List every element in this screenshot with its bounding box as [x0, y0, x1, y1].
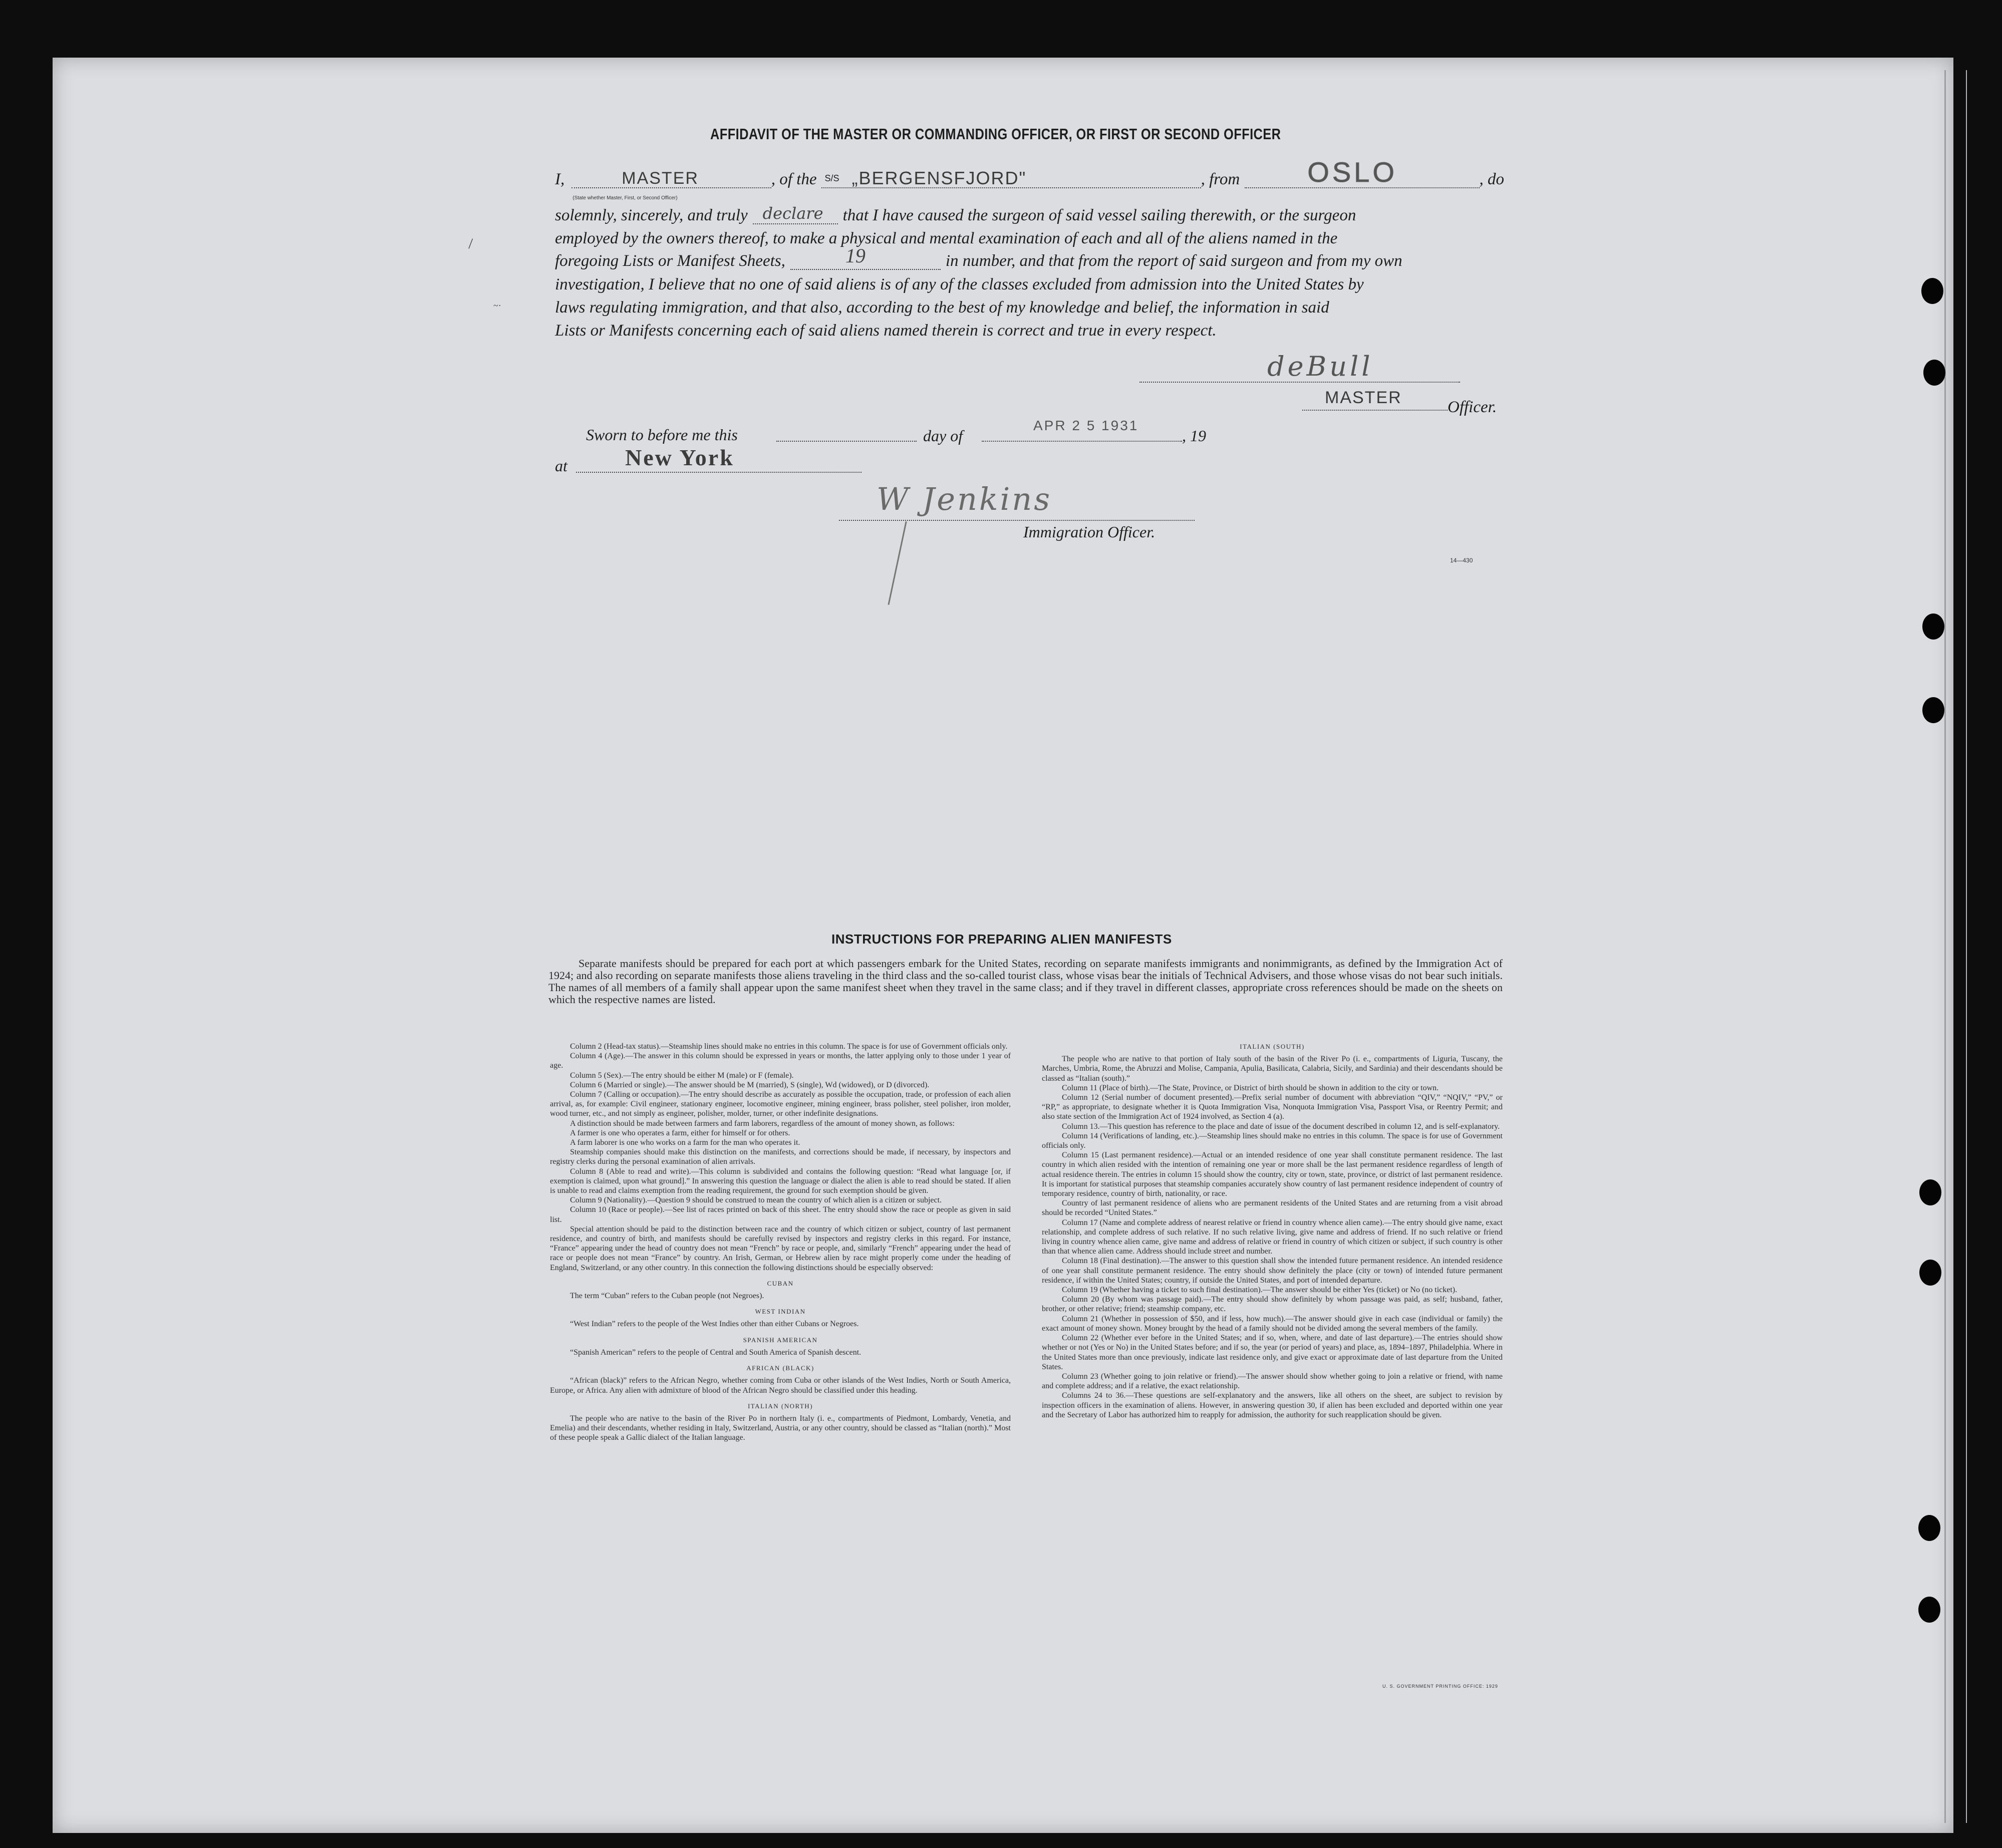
rank-field: [571, 169, 771, 201]
line3-text: employed by the owners thereof, to make a physical and mental examination of each and all of the aliens named in the: [555, 229, 1338, 247]
line5-text: investigation, I believe that no one of said aliens is of any of the classes excluded from admission into the United States by: [555, 275, 1364, 293]
instruction-paragraph: Country of last permanent residence of aliens who are permanent residents of the United States and are returning from a visit abroad should be recorded “United States.”: [1042, 1199, 1503, 1217]
sworn-day-of: day of: [923, 427, 963, 445]
sworn-at: at: [555, 457, 567, 475]
west-indian-text: “West Indian” refers to the people of the West Indies other than either Cubans or Negroes.: [570, 1320, 859, 1329]
instruction-paragraph: A farm laborer is one who works on a farm for the man who operates it.: [570, 1138, 800, 1147]
instruction-paragraph: Column 22 (Whether ever before in the United States; and if so, when, where, and date of last departure).—The entries should show whether or not (Yes or No) in the United States before; and if so, the year (or period of years) and place, as, 1894–1897, Philadelphia. Where in the United States more than once previously, indicate last residence only, and give exact or approximate date of last departure from the United States.: [1042, 1334, 1503, 1371]
instruction-paragraph: Column 9 (Nationality).—Question 9 should be construed to mean the country of which alien is a citizen or subject.: [570, 1196, 942, 1205]
line4-rest: in number, and that from the report of said surgeon and from my own: [945, 252, 1402, 270]
affidavit-line-6: [555, 298, 1504, 317]
instruction-paragraph: Column 20 (By whom was passage paid).—The entry should show definitely by whom passage was paid, as self; husband, father, brother, or other relative; friend; steamship company, etc.: [1042, 1295, 1503, 1314]
of-the-text: , of the: [771, 170, 817, 188]
scan-mark: ~·: [493, 300, 501, 311]
declare-value: declare: [762, 204, 823, 223]
line2-lead: solemnly, sincerely, and truly: [555, 206, 748, 224]
line6-text: laws regulating immigration, and that also, according to the best of my knowledge and belief, the information in said: [555, 298, 1329, 317]
italian-north-heading: ITALIAN (NORTH): [747, 1402, 813, 1410]
sworn-date-rule: [982, 441, 1182, 442]
master-signature: deBull: [1267, 351, 1373, 382]
instruction-paragraph: Column 4 (Age).—The answer in this column should be expressed in years or months, the latter applying only to those under 1 year of age.: [550, 1052, 1011, 1070]
affidavit-i: I,: [555, 170, 565, 188]
sheet-count-field: [790, 244, 941, 270]
immigration-signature: W Jenkins: [877, 481, 1052, 517]
instruction-paragraph: Column 6 (Married or single).—The answer should be M (married), S (single), Wd (widowed), or D (divorced).: [570, 1080, 930, 1089]
sworn-date: APR 2 5 1931: [1033, 418, 1139, 433]
affidavit-line-7: [555, 322, 1504, 340]
binder-hole: [1919, 1260, 1941, 1286]
rank-note: (State whether Master, First, or Second Officer): [573, 195, 678, 201]
italian-south-heading: ITALIAN (SOUTH): [1240, 1043, 1305, 1050]
immigration-rule: [839, 520, 1195, 521]
instruction-paragraph: Column 15 (Last permanent residence).—Actual or an intended residence of one year shall constitute permanent residence. The last country in which alien resided with the intention of remaining one year or more shall be the last permanent residence regardless of length of actual residence therein. The entries in column 15 should show the country, city or town, state, province, or district of last permanent residence. It is important for statistical purposes that steamship companies accurately show country of last permanent residence independent of country of temporary residence, country of birth, nationality, or race.: [1042, 1151, 1503, 1198]
vessel-field: [821, 168, 1201, 188]
printer-imprint: U. S. GOVERNMENT PRINTING OFFICE: 1929: [1382, 1684, 1498, 1689]
affidavit-line-2: [555, 206, 1504, 224]
affidavit-title: AFFIDAVIT OF THE MASTER OR COMMANDING OFFICER, OR FIRST OR SECOND OFFICER: [710, 125, 1281, 143]
instruction-paragraph: Column 21 (Whether in possession of $50, and if less, how much).—The answer should give in each case (individual or family) the exact amount of money shown. Money brought by the head of a family should not be divided among the several members of the family.: [1042, 1314, 1503, 1333]
instruction-paragraph: Steamship companies should make this distinction on the manifests, and corrections should be made, if necessary, by inspectors and registry clerks during the personal examination of alien arrivals.: [550, 1148, 1011, 1166]
instruction-paragraph: A distinction should be made between farmers and farm laborers, regardless of the amount of money shown, as follows:: [570, 1119, 955, 1128]
west-indian-heading: WEST INDIAN: [755, 1308, 806, 1316]
binder-hole: [1921, 278, 1943, 304]
instructions-left-column: [550, 1042, 1011, 1443]
instruction-paragraph: Column 2 (Head-tax status).—Steamship lines should make no entries in this column. The space is for use of Government officials only.: [570, 1042, 1008, 1051]
instruction-paragraph: Column 11 (Place of birth).—The State, Province, or District of birth should be shown in addition to the city or town.: [1062, 1083, 1439, 1092]
line7-text: Lists or Manifests concerning each of said aliens named therein is correct and true in every respect.: [555, 322, 1217, 340]
vessel-prefix: S/S: [824, 173, 839, 183]
instruction-paragraph: Columns 24 to 36.—These questions are self-explanatory and the answers, like all others on the sheet, are subject to revision by inspection officers in the examination of aliens. However, in answering question 30, if alien has been excluded and deported within one year and the Secretary of Labor has authorized him to reapply for admission, the authority for such reapplication should be given.: [1042, 1391, 1503, 1419]
scan-mark: \: [463, 236, 478, 251]
sworn-lead: Sworn to before me this: [586, 426, 738, 444]
affidavit-line-4: [555, 244, 1504, 270]
line2-rest: that I have caused the surgeon of said vessel sailing therewith, or the surgeon: [842, 206, 1356, 224]
sworn-day-rule: [776, 441, 917, 442]
instruction-paragraph: A farmer is one who operates a farm, either for himself or for others.: [570, 1128, 790, 1137]
line4-lead: foregoing Lists or Manifest Sheets,: [555, 252, 785, 270]
officer-label: Officer.: [1448, 398, 1497, 416]
african-heading: AFRICAN (BLACK): [746, 1364, 814, 1372]
instruction-paragraph: The people who are native to that portion of Italy south of the basin of the River Po (i. e., compartments of Liguria, Tuscany, the Marches, Umbria, Rome, the Abruzzi and Molise, Campania, Apulia, Basilicata, Calabria, Sicily, and Sardinia) and their descendants should be classed as “Italian (south).”: [1042, 1055, 1503, 1083]
instruction-paragraph: Column 8 (Able to read and write).—This column is subdivided and contains the following question: “Read what language [or, if exemption is claimed, upon what ground].” In answering this question the language or dialect the alien is able to read should be stated. If alien is unable to read and claims exemption from the reading requirement, the ground for such exemption should be given.: [550, 1167, 1011, 1195]
rank-value: MASTER: [622, 169, 699, 188]
sworn-place-rule: [576, 472, 862, 473]
italian-north-text: The people who are native to the basin of the River Po in northern Italy (i. e., compartments of Piedmont, Lombardy, Venetia, and Emelia) and their descendants, whether residing in Italy, Switzerland, Austria, or any other country, should be classed as “Italian (north).” Most of these people speak a Gallic dialect of the Italian language.: [550, 1414, 1011, 1442]
instruction-paragraph: Column 5 (Sex).—The entry should be either M (male) or F (female).: [570, 1071, 794, 1080]
from-text: , from: [1201, 170, 1240, 188]
instruction-paragraph: Special attention should be paid to the distinction between race and the country of which citizen or subject, country of last permanent residence, and country of birth, and manifests should be carefully revised by inspectors and registry clerks in this regard. For instance, “France” appearing under the head of country does not mean “French” by race or people, and, similarly “French” appearing under the head of race or people does not mean “France” by country. An Irish, German, or Hebrew alien by race might properly come under the heading of England, Switzerland, or any other country. In this connection the following distinctions should be especially observed:: [550, 1224, 1011, 1272]
spanish-american-heading: SPANISH AMERICAN: [743, 1336, 818, 1344]
binder-hole: [1918, 1597, 1940, 1623]
instructions-title: INSTRUCTIONS FOR PREPARING ALIEN MANIFESTS: [831, 932, 1172, 947]
cuban-text: The term “Cuban” refers to the Cuban people (not Negroes).: [570, 1292, 764, 1301]
instruction-paragraph: Column 12 (Serial number of document presented).—Prefix serial number of document with abbreviation “QIV,” “NQIV,” “PV,” or “RP,” as appropriate, to designate whether it is Quota Immigration Visa, Nonquota Immigration Visa, Passport Visa, or Reentry Permit; and also state section of the Immigration Act of 1924 involved, as Section 4 (a).: [1042, 1093, 1503, 1121]
binder-hole: [1922, 613, 1944, 640]
vessel-name: „BERGENSFJORD": [851, 168, 1027, 188]
sheet-count-value: 19: [845, 244, 866, 267]
binder-hole: [1922, 697, 1944, 723]
instructions-intro: Separate manifests should be prepared for each port at which passengers embark for the United States, recording on separate manifests immigrants and nonimmigrants, as defined by the Immigration Act of 1924; and also recording on separate manifests those aliens traveling in the third class and the so-called tourist class, whose visas bear the initials of Technical Advisers, and those whose visas do not bear such initials. The names of all members of a family shall appear upon the same manifest sheet when they travel in the same class; and if they travel in different classes, appropriate cross references should be made on the sheets on which the respective names are listed.: [548, 957, 1503, 1006]
do-text: , do: [1479, 170, 1504, 188]
african-text: “African (black)” refers to the African Negro, whether coming from Cuba or other islands of the West Indies, North or South America, Europe, or Africa. Any alien with admixture of blood of the African Negro should be classified under this heading.: [550, 1376, 1011, 1395]
instruction-paragraph: Column 23 (Whether going to join relative or friend).—The answer should show whether going to join a relative or friend, with name and complete address; and if a relative, the exact relationship.: [1042, 1372, 1503, 1391]
sworn-year: , 19: [1182, 427, 1206, 445]
instruction-paragraph: Column 19 (Whether having a ticket to such final destination).—The answer should be either Yes (ticket) or No (no ticket).: [1062, 1286, 1458, 1295]
officer-title: MASTER: [1325, 388, 1402, 407]
instruction-paragraph: Column 18 (Final destination).—The answer to this question shall show the intended future permanent residence. An intended residence of one year shall constitute permanent residence. The entry should show definitely the place (city or town) of intended future permanent residence, if within the United States; country, if outside the United States, and port of intended departure.: [1042, 1257, 1503, 1285]
cuban-heading: CUBAN: [767, 1279, 794, 1287]
affidavit-line-1: [555, 156, 1504, 201]
instruction-paragraph: Column 17 (Name and complete address of nearest relative or friend in country whence alien came).—The entry should give name, exact relationship, and complete address of such relative. If no such relative living, give name and address of friend. If no such relative or friend living in country whence alien came, give name and address of relative or friend in country of which citizen or subject, if such country is other than that whence alien came. Address should include street and number.: [1042, 1218, 1503, 1256]
port-field: [1245, 156, 1479, 188]
affidavit-line-5: [555, 275, 1504, 293]
sheet-edge: [1944, 70, 1967, 1823]
binder-hole: [1919, 1179, 1941, 1205]
instruction-paragraph: Column 13.—This question has reference to the place and date of issue of the document described in column 12, and is self-explanatory.: [1062, 1122, 1500, 1131]
affidavit-line-3: [555, 229, 1504, 247]
immigration-label: Immigration Officer.: [1023, 523, 1156, 541]
spanish-american-text: “Spanish American” refers to the people of Central and South America of Spanish descent.: [570, 1348, 862, 1357]
instructions-right-column: [1042, 1042, 1503, 1420]
binder-hole: [1923, 360, 1945, 386]
signature-rule: [1139, 382, 1460, 383]
instruction-paragraph: Column 14 (Verifications of landing, etc.).—Steamship lines should make no entries in this column. The space is for use of Government officials only.: [1042, 1131, 1503, 1150]
port-value: OSLO: [1307, 156, 1397, 188]
form-number: 14—430: [1450, 557, 1473, 564]
binder-hole: [1918, 1515, 1940, 1541]
officer-rule: [1302, 410, 1448, 411]
sworn-place: New York: [625, 445, 734, 470]
instruction-paragraph: Column 7 (Calling or occupation).—The entry should describe as accurately as possible the occupation, trade, or profession of each alien arrival, as, for example: Civil engineer, stationary engineer, locomotive engineer, mining engineer, brass polisher, steel polisher, iron molder, wood turner, etc., and not simply as engineer, polisher, molder, turner, or other indefinite designations.: [550, 1090, 1011, 1118]
instruction-paragraph: Column 10 (Race or people).—See list of races printed on back of this sheet. The entry should show the race or people as given in said list.: [550, 1205, 1011, 1224]
declare-field: [753, 204, 838, 224]
